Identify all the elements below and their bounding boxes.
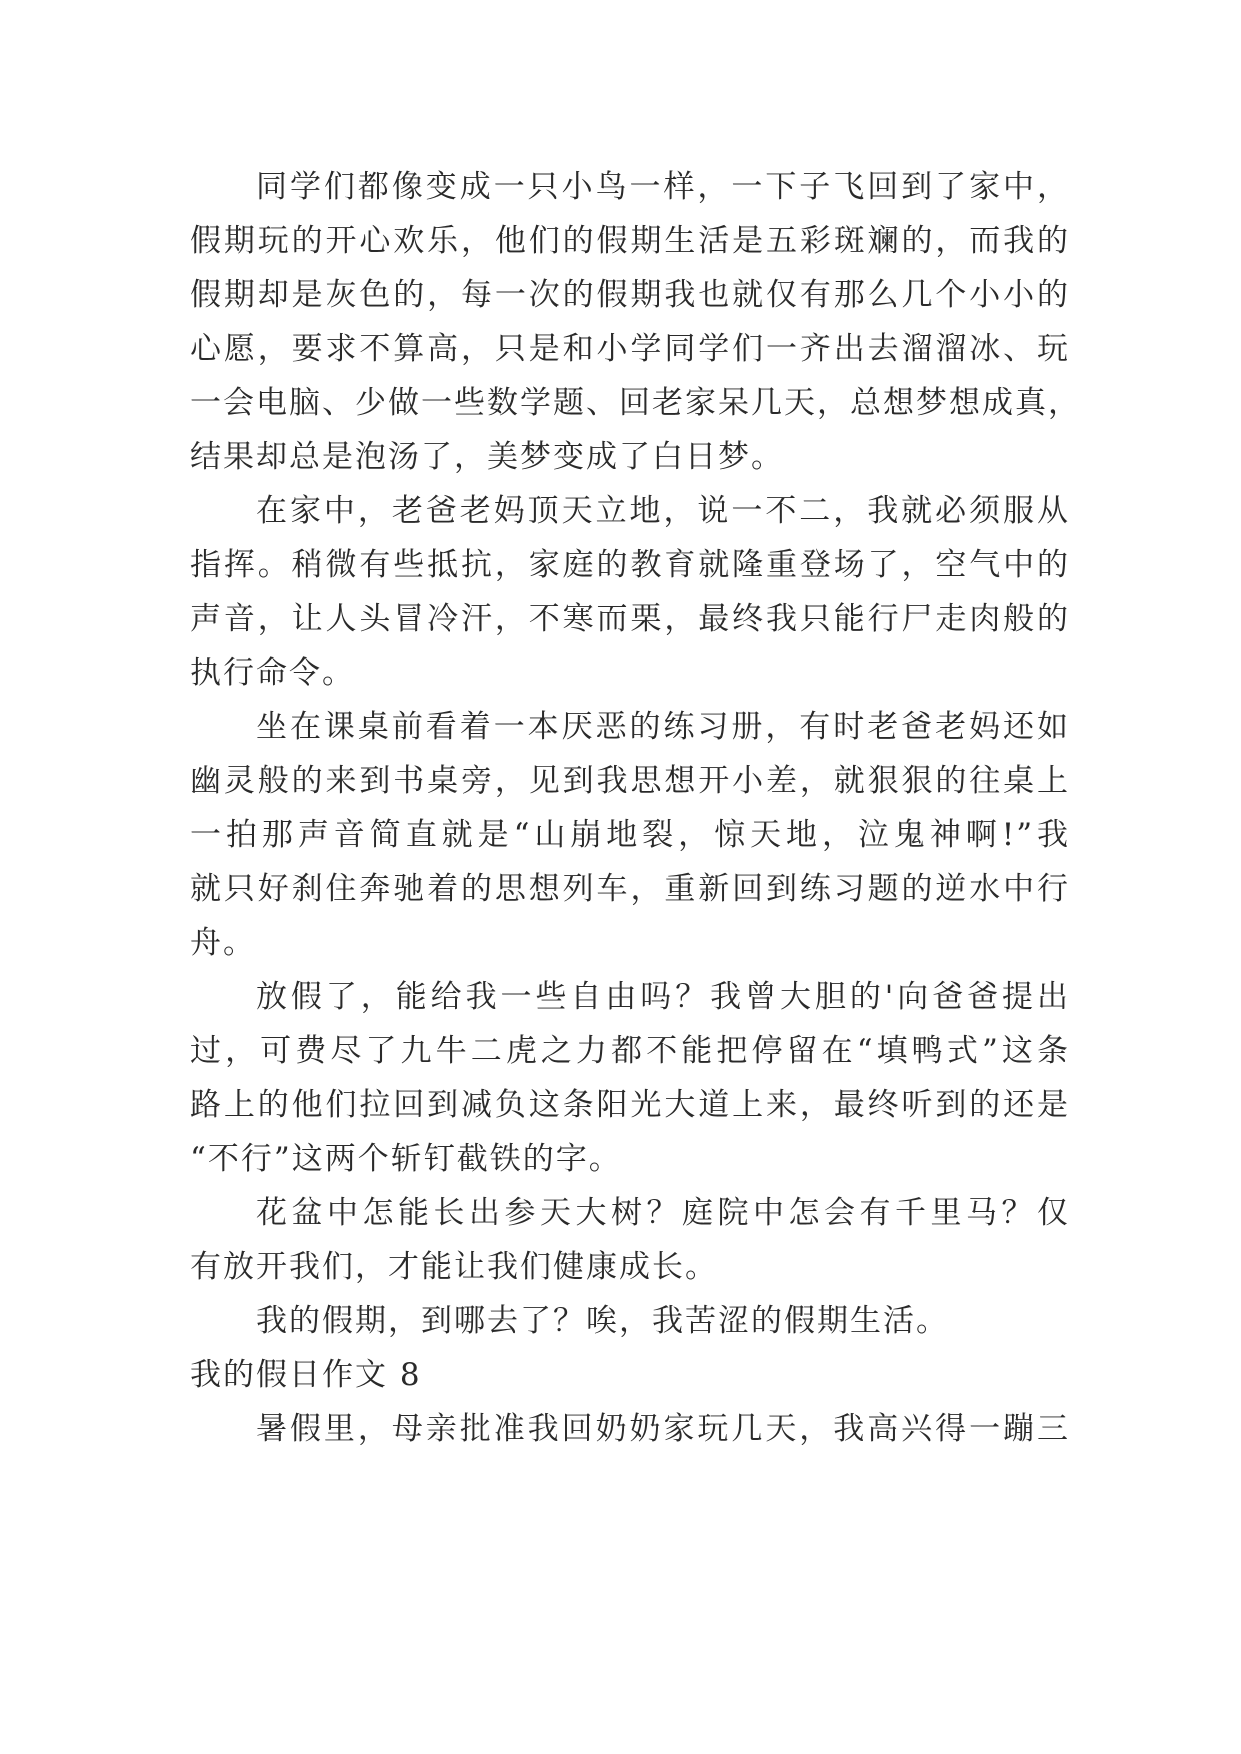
- text-line: 声音，让人头冒冷汗，不寒而栗，最终我只能行尸走肉般的: [190, 601, 1070, 637]
- paragraph: [190, 484, 1070, 700]
- text-line: 我的假期，到哪去了？唉，我苦涩的假期生活。: [256, 1303, 949, 1339]
- text-line: 就只好刹住奔驰着的思想列车，重新回到练习题的逆水中行: [190, 871, 1070, 907]
- text-line: 在家中，老爸老妈顶天立地，说一不二，我就必须服从: [256, 493, 1070, 529]
- text-line: 坐在课桌前看着一本厌恶的练习册，有时老爸老妈还如: [256, 709, 1070, 745]
- text-line: 暑假里，母亲批准我回奶奶家玩几天，我高兴得一蹦三: [256, 1411, 1070, 1447]
- text-line: 假期玩的开心欢乐，他们的假期生活是五彩斑斓的，而我的: [190, 223, 1070, 259]
- text-line: 幽灵般的来到书桌旁，见到我思想开小差，就狠狠的往桌上: [190, 763, 1070, 799]
- text-line: 有放开我们，才能让我们健康成长。: [190, 1249, 718, 1285]
- text-line: “不行”这两个斩钉截铁的字。: [190, 1141, 622, 1177]
- text-line: 舟。: [190, 925, 256, 961]
- text-line: 执行命令。: [190, 655, 355, 691]
- text-line: 路上的他们拉回到减负这条阳光大道上来，最终听到的还是: [190, 1087, 1070, 1123]
- paragraph: [190, 1186, 1070, 1294]
- text-line: 一拍那声音简直就是“山崩地裂，惊天地，泣鬼神啊!”我: [190, 817, 1070, 853]
- paragraph: [190, 970, 1070, 1186]
- paragraph: [190, 1294, 1070, 1348]
- text-line: 同学们都像变成一只小鸟一样，一下子飞回到了家中，: [256, 169, 1070, 205]
- section-heading: 我的假日作文 8: [190, 1357, 422, 1393]
- text-line: 假期却是灰色的，每一次的假期我也就仅有那么几个小小的: [190, 277, 1070, 313]
- text-line: 过，可费尽了九牛二虎之力都不能把停留在“填鸭式”这条: [190, 1033, 1070, 1069]
- text-line: 一会电脑、少做一些数学题、回老家呆几天，总想梦想成真，: [190, 385, 1081, 421]
- paragraph: [190, 700, 1070, 970]
- text-line: 放假了，能给我一些自由吗？我曾大胆的'向爸爸提出: [256, 979, 1070, 1015]
- text-line: 心愿，要求不算高，只是和小学同学们一齐出去溜溜冰、玩: [190, 331, 1070, 367]
- paragraph: [190, 160, 1081, 484]
- text-line: 结果却总是泡汤了，美梦变成了白日梦。: [190, 439, 784, 475]
- text-line: 指挥。稍微有些抵抗，家庭的教育就隆重登场了，空气中的: [190, 547, 1070, 583]
- text-line: 花盆中怎能长出参天大树？庭院中怎会有千里马？仅: [256, 1195, 1070, 1231]
- essay-body: [190, 160, 1081, 1456]
